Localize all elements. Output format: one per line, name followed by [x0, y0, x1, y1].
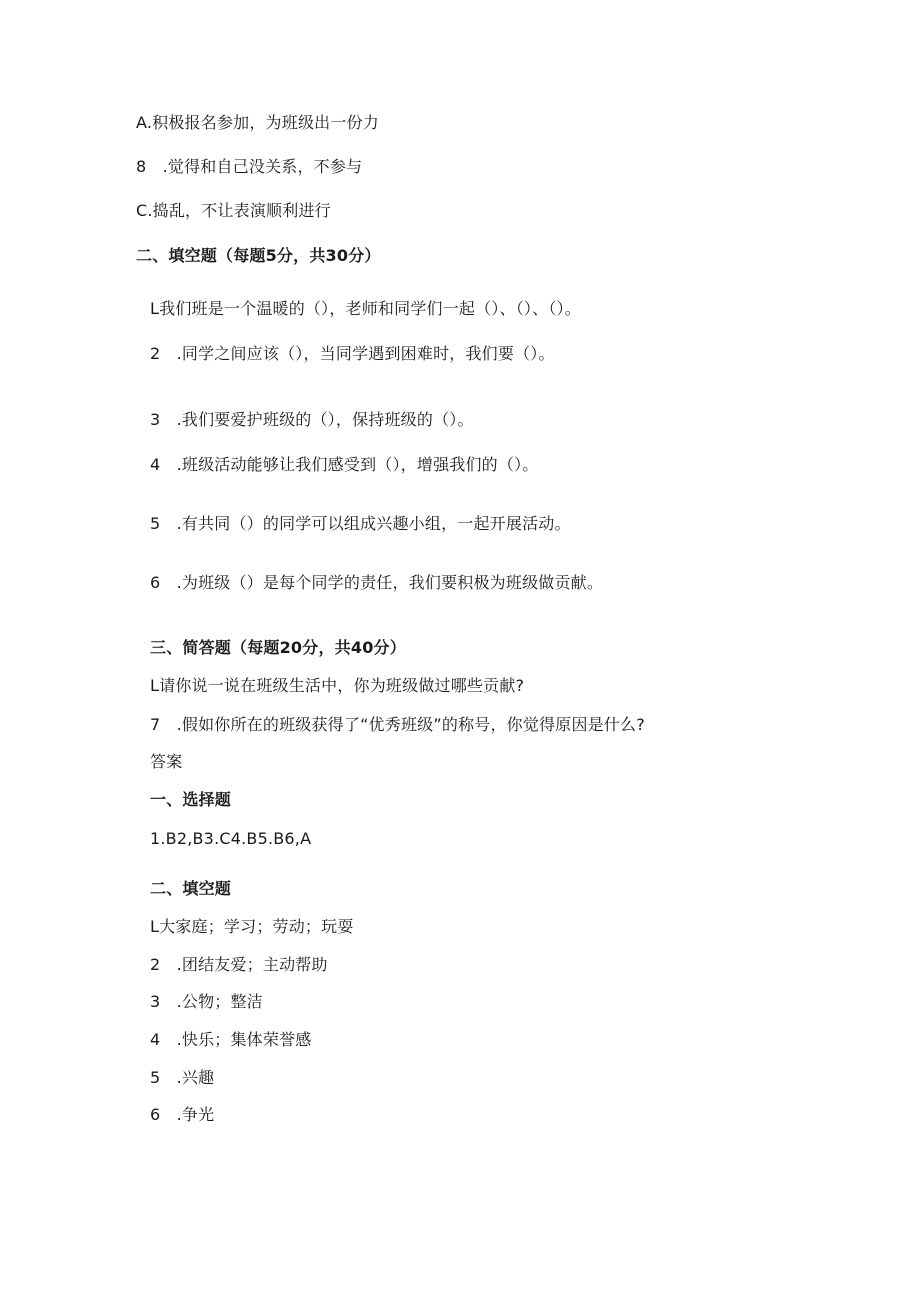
short-answer-question-1: L请你说一说在班级生活中，你为班级做过哪些贡献?: [150, 676, 525, 695]
fill-in-question-2: 2 .同学之间应该（），当同学遇到困难时，我们要（）。: [150, 344, 555, 363]
answers-choice-values: 1.B2,B3.C4.B5.B6,A: [150, 829, 312, 848]
fill-in-question-4: 4 .班级活动能够让我们感受到（），增强我们的（）。: [150, 455, 539, 474]
answers-fill-5: 5 .兴趣: [150, 1068, 215, 1087]
fill-in-question-3: 3 .我们要爱护班级的（），保持班级的（）。: [150, 410, 474, 429]
answers-choice-title: 一、选择题: [150, 790, 232, 809]
fill-in-question-1: L我们班是一个温暖的（），老师和同学们一起（）、（）、（）。: [150, 299, 581, 318]
choice-option-a: A.积极报名参加，为班级出一份力: [136, 113, 379, 132]
answers-fill-6: 6 .争光: [150, 1105, 215, 1124]
answers-fill-title: 二、填空题: [150, 879, 232, 898]
choice-option-c: C.捣乱，不让表演顺利进行: [136, 201, 331, 220]
fill-in-question-6: 6 .为班级（）是每个同学的责任，我们要积极为班级做贡献。: [150, 573, 604, 592]
answers-fill-4: 4 .快乐；集体荣誉感: [150, 1030, 312, 1049]
answers-fill-2: 2 .团结友爱；主动帮助: [150, 955, 328, 974]
answers-fill-1: L大家庭；学习；劳动；玩耍: [150, 917, 354, 936]
short-answer-question-2: 7 .假如你所在的班级获得了“优秀班级”的称号，你觉得原因是什么?: [150, 715, 645, 734]
answers-fill-3: 3 .公物；整洁: [150, 992, 263, 1011]
fill-in-question-5: 5 .有共同（）的同学可以组成兴趣小组，一起开展活动。: [150, 514, 571, 533]
choice-option-b: 8 .觉得和自己没关系，不参与: [136, 157, 363, 176]
fill-in-section-title: 二、填空题（每题5分，共30分）: [136, 246, 381, 265]
short-answer-section-title: 三、简答题（每题20分，共40分）: [150, 638, 406, 657]
answers-heading: 答案: [150, 752, 183, 771]
